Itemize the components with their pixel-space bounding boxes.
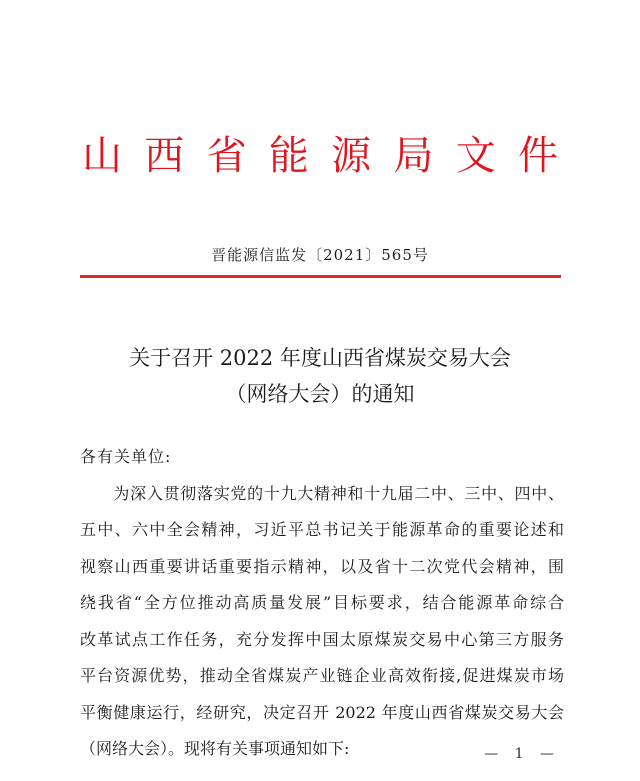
header-char: 山 xyxy=(82,133,122,179)
header-char: 能 xyxy=(268,133,309,179)
header-char: 源 xyxy=(331,133,372,179)
document-body xyxy=(80,439,564,768)
paragraph-line: 为深入贯彻落实党的十九大精神和十九届二中、三中、四中、 xyxy=(80,483,564,503)
paragraph-line: 平台资源优势，推动全省煤炭产业链企业高效衔接,促进煤炭市场 xyxy=(80,666,564,685)
header-char: 西 xyxy=(144,133,185,179)
body-paragraph xyxy=(80,476,564,768)
salutation: 各有关单位: xyxy=(80,447,172,466)
header-char: 局 xyxy=(393,133,434,179)
red-divider-line xyxy=(80,275,561,278)
header-char: 文 xyxy=(455,133,496,179)
paragraph-line: （网络大会）。现将有关事项通知如下: xyxy=(80,739,350,758)
title-line-1: 关于召开 2022 年度山西省煤炭交易大会 xyxy=(129,346,511,370)
issuing-authority-header xyxy=(80,124,560,188)
page-number: — 1 — xyxy=(484,746,560,762)
document-number: 晋能源信监发〔2021〕565号 xyxy=(211,246,429,264)
paragraph-line: 五中、六中全会精神，习近平总书记关于能源革命的重要论述和 xyxy=(80,520,564,539)
header-char: 省 xyxy=(206,133,247,179)
title-line-2: （网络大会）的通知 xyxy=(225,382,415,406)
paragraph-line: 平衡健康运行，经研究，决定召开 2022 年度山西省煤炭交易大会 xyxy=(80,702,564,722)
paragraph-line: 改革试点工作任务，充分发挥中国太原煤炭交易中心第三方服务 xyxy=(80,629,564,649)
header-char: 件 xyxy=(517,133,558,179)
paragraph-line: 视察山西重要讲话重要指示精神，以及省十二次党代会精神，围 xyxy=(80,556,564,576)
document-title xyxy=(0,340,640,412)
paragraph-line: 绕我省“全方位推动高质量发展”目标要求，结合能源革命综合 xyxy=(80,593,564,612)
